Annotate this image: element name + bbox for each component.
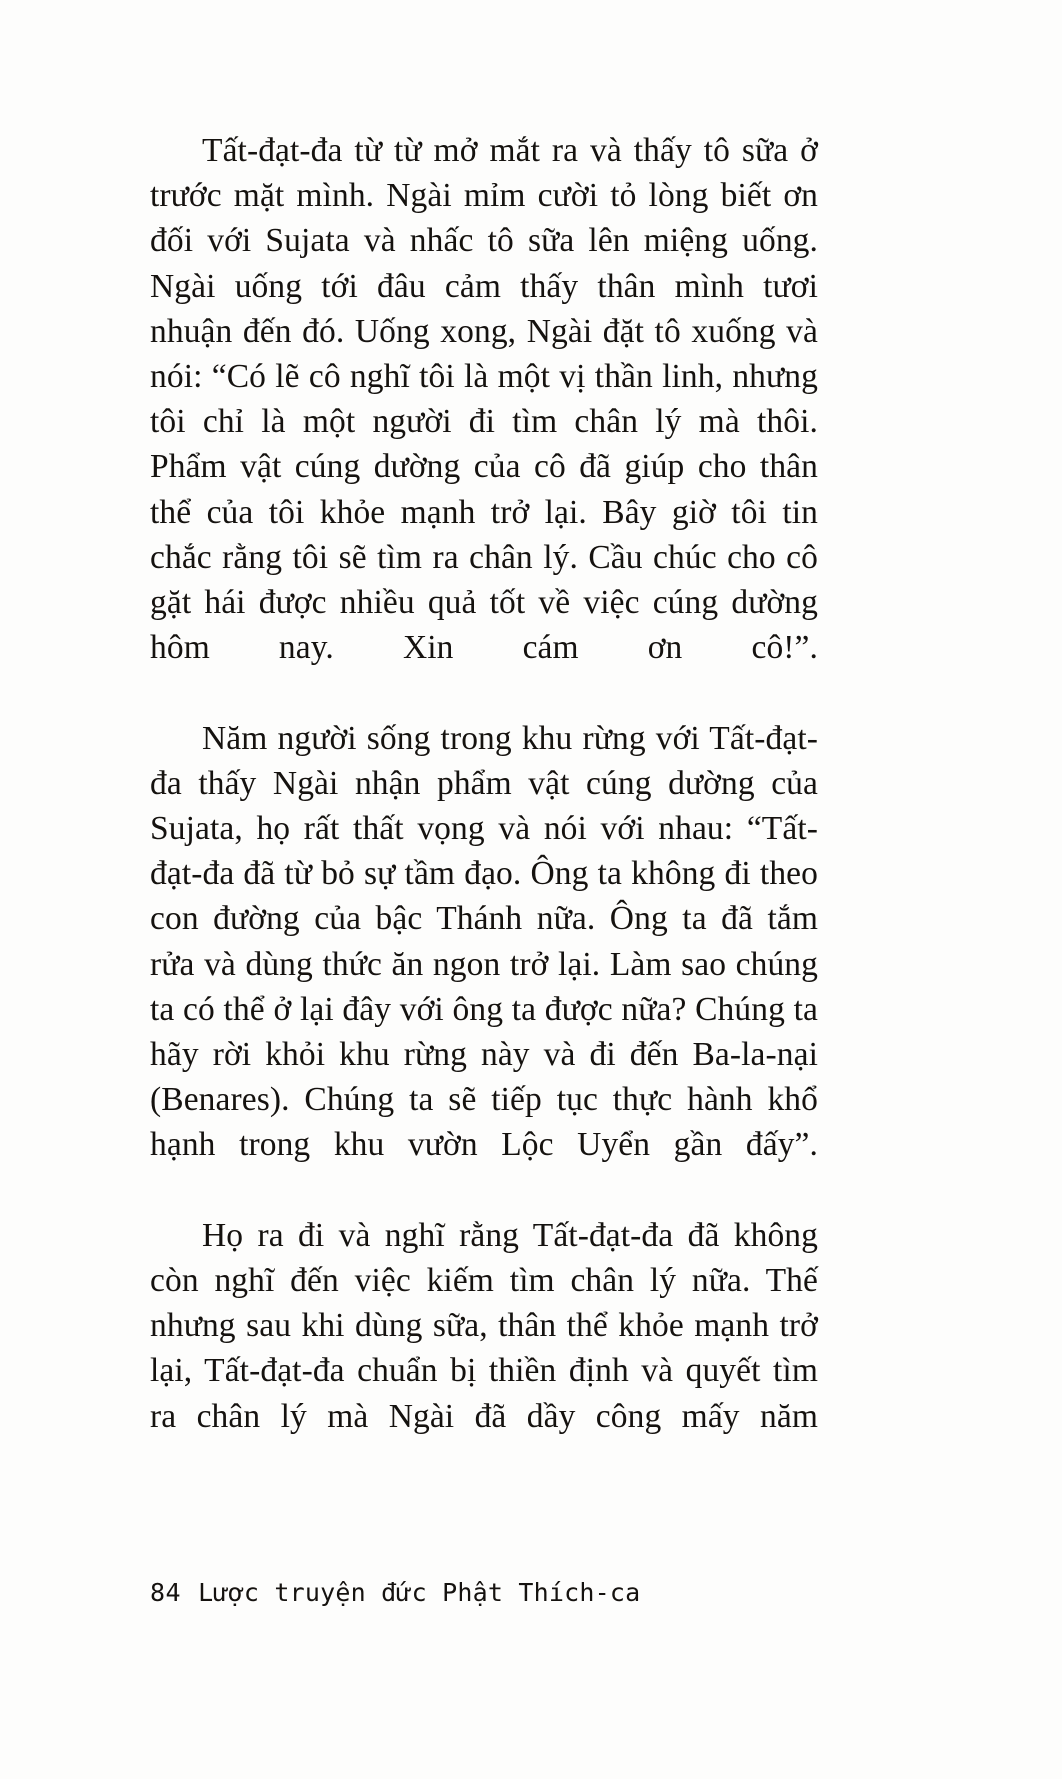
page-number: 84 [150, 1578, 182, 1607]
paragraph-2: Năm người sống trong khu rừng với Tất-đạt-đa thấy Ngài nhận phẩm vật cúng dường của Sujata, họ rất thất vọng và nói với nhau: “Tất-đạt-đa đã từ bỏ sự tầm đạo. Ông ta không đi theo con đường của bậc Thánh nữa. Ông ta đã tắm rửa và dùng thức ăn ngon trở lại. Làm sao chúng ta có thể ở lại đây với ông ta được nữa? Chúng ta hãy rời khỏi khu rừng này và đi đến Ba-la-nại (Benares). Chúng ta sẽ tiếp tục thực hành khổ hạnh trong khu vườn Lộc Uyển gần đấy”. [150, 719, 818, 1164]
paragraph-3: Họ ra đi và nghĩ rằng Tất-đạt-đa đã không còn nghĩ đến việc kiếm tìm chân lý nữa. Thế nhưng sau khi dùng sữa, thân thể khỏe mạnh trở lại, Tất-đạt-đa chuẩn bị thiền định và quyết tìm ra chân lý mà Ngài đã dầy công mấy năm [150, 1216, 818, 1435]
page-footer [150, 1578, 850, 1607]
running-title: Lược truyện đức Phật Thích-ca [198, 1578, 641, 1607]
paragraph-1: Tất-đạt-đa từ từ mở mắt ra và thấy tô sữa ở trước mặt mình. Ngài mỉm cười tỏ lòng biết ơn đối với Sujata và nhấc tô sữa lên miệng uống. Ngài uống tới đâu cảm thấy thân mình tươi nhuận đến đó. Uống xong, Ngài đặt tô xuống và nói: “Có lẽ cô nghĩ tôi là một vị thần linh, nhưng tôi chỉ là một người đi tìm chân lý mà thôi. Phẩm vật cúng dường của cô đã giúp cho thân thể của tôi khỏe mạnh trở lại. Bây giờ tôi tin chắc rằng tôi sẽ tìm ra chân lý. Cầu chúc cho cô gặt hái được nhiều quả tốt về việc cúng dường hôm nay. Xin cám ơn cô!”. [150, 132, 818, 667]
body-text-column [150, 128, 818, 1484]
